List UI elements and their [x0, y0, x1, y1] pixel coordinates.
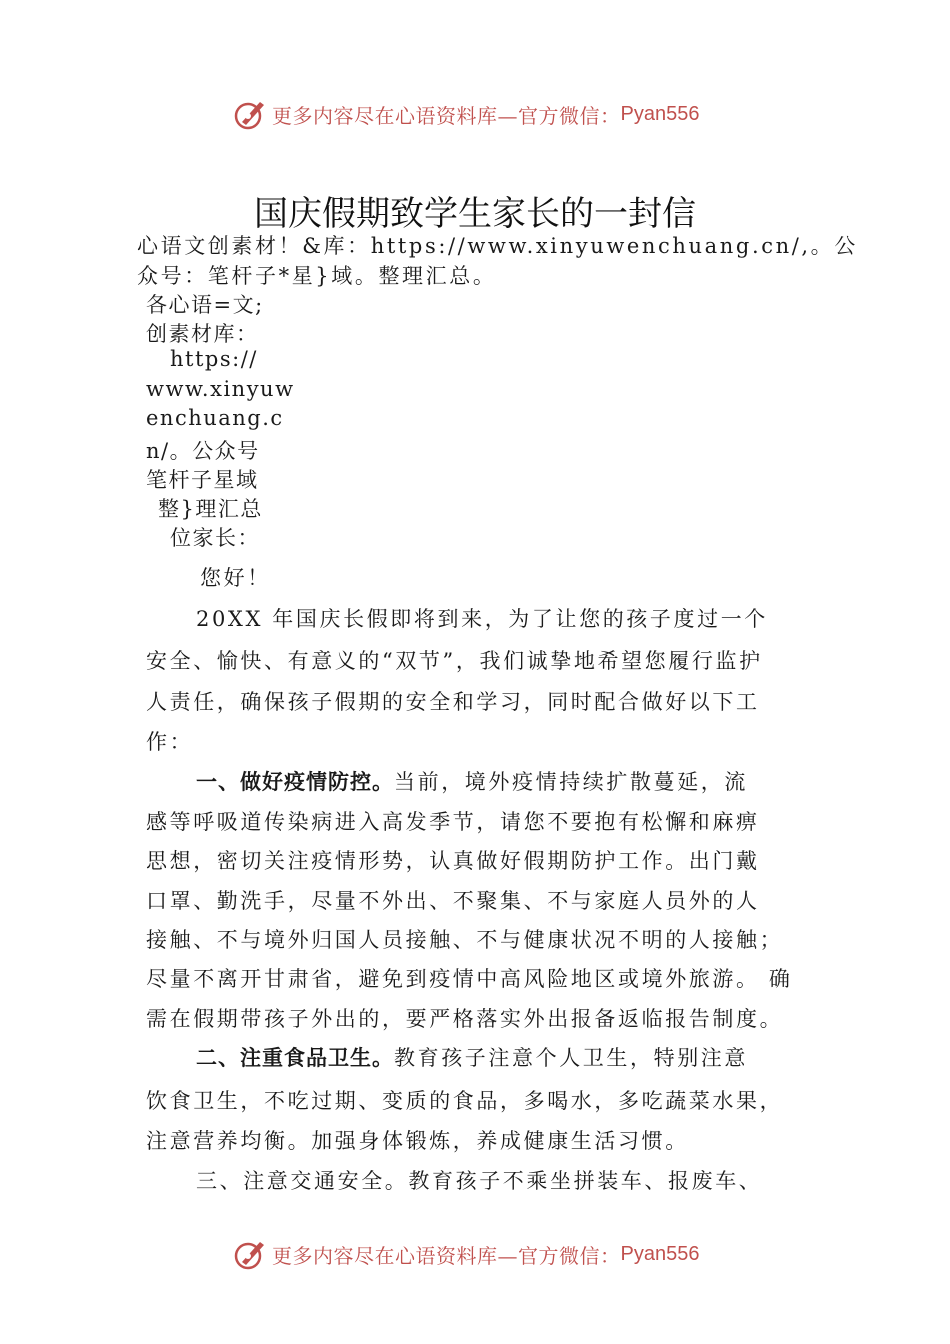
section-1-line: 感等呼吸道传染病进入高发季节，请您不要抱有松懈和麻痹	[146, 810, 760, 834]
source-note-line-1: 心语文创素材！&库：https://www.xinyuwenchuang.cn/,。公	[137, 234, 858, 258]
section-1-heading: 一、做好疫情防控。	[196, 770, 394, 794]
section-2-text: 教育孩子注意个人卫生，特别注意	[394, 1046, 748, 1070]
watermark-text: 更多内容尽在心语资料库—官方微信：	[272, 1243, 621, 1268]
side-block-line: 位家长：	[170, 526, 260, 550]
source-note-line-2: 众号：笔杆子*星}域。整理汇总。	[137, 264, 497, 288]
section-1-line: 口罩、勤洗手，尽量不外出、不聚集、不与家庭人员外的人	[146, 889, 760, 913]
section-1-line: 思想，密切关注疫情形势，认真做好假期防护工作。出门戴	[146, 849, 760, 873]
side-block-line: enchuang.c	[146, 406, 284, 430]
watermark-id: Pyan556	[620, 1242, 700, 1265]
side-block-line: 整}理汇总	[158, 497, 263, 521]
pen-seal-icon	[232, 96, 268, 132]
side-block-line: 笔杆子星域	[146, 468, 259, 492]
watermark-id: Pyan556	[620, 102, 700, 125]
side-block-line: https://	[170, 347, 258, 371]
side-block-line: n/。公众号	[146, 439, 260, 463]
watermark-text: 更多内容尽在心语资料库—官方微信：	[272, 103, 621, 128]
side-block-line: www.xinyuw	[146, 377, 295, 401]
intro-line: 安全、愉快、有意义的“双节”，我们诚挚地希望您履行监护	[146, 649, 763, 673]
intro-line: 作：	[146, 730, 194, 754]
watermark-banner-top	[232, 94, 699, 134]
section-1-line: 接触、不与境外归国人员接触、不与健康状况不明的人接触；	[146, 928, 784, 952]
side-block-line: 各心语=文;	[146, 293, 264, 317]
intro-line: 人责任，确保孩子假期的安全和学习，同时配合做好以下工	[146, 690, 760, 714]
section-2-heading: 二、注重食品卫生。	[196, 1046, 394, 1070]
side-block-line: 创素材库：	[146, 322, 259, 346]
watermark-banner-bottom	[232, 1234, 699, 1274]
section-1-text: 当前，境外疫情持续扩散蔓延，流	[394, 770, 748, 794]
intro-line: 20XX 年国庆长假即将到来，为了让您的孩子度过一个	[196, 607, 768, 631]
page-title: 国庆假期致学生家长的一封信	[254, 194, 696, 234]
section-2-line: 注意营养均衡。加强身体锻炼，养成健康生活习惯。	[146, 1129, 689, 1153]
greeting: 您好！	[200, 566, 271, 590]
section-2-first-line	[196, 1042, 748, 1072]
section-2-line: 饮食卫生，不吃过期、变质的食品，多喝水，多吃蔬菜水果，	[146, 1089, 784, 1113]
pen-seal-icon	[232, 1236, 268, 1272]
section-1-first-line	[196, 766, 748, 796]
section-3-line: 三、注意交通安全。教育孩子不乘坐拼装车、报废车、	[196, 1169, 763, 1193]
section-1-line: 需在假期带孩子外出的，要严格落实外出报备返临报告制度。	[146, 1007, 784, 1031]
section-1-line: 尽量不离开甘肃省，避免到疫情中高风险地区或境外旅游。 确	[146, 967, 793, 991]
